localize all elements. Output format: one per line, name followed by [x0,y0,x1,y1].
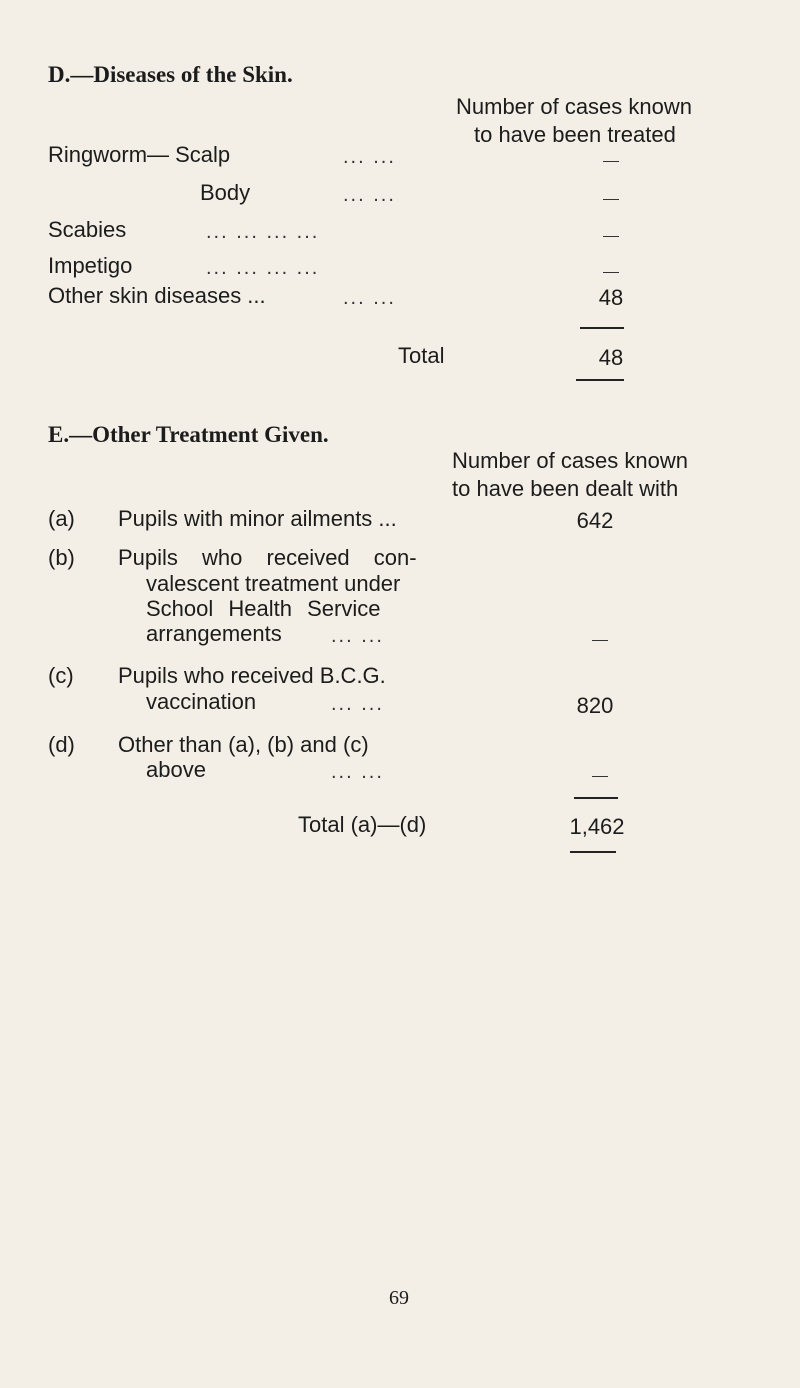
row-b-line4: arrangements [146,621,282,646]
section-d-total-value: 48 [598,345,624,370]
nil-dash [592,640,608,641]
row-d-line1: Other than (a), (b) and (c) [118,732,369,757]
row-b-line2: valescent treatment under [146,571,401,596]
row-ringworm-scalp-dots: ... ... [343,146,396,168]
row-a-value: 642 [576,508,614,533]
row-ringworm-body-value [551,180,671,206]
row-d-dots: ... ... [331,761,384,783]
row-c-value: 820 [576,693,614,718]
total-rule-bottom [576,379,624,381]
page-number: 69 [389,1287,409,1309]
section-d-total-label: Total [398,343,445,368]
total-rule-top [574,797,618,799]
nil-dash [603,236,619,237]
row-impetigo-dots: ... ... ... ... [206,257,320,279]
section-d-heading: D.—Diseases of the Skin. [48,62,293,87]
row-d-value [540,757,660,783]
row-b-value [540,621,660,647]
row-b-line3: School Health Service [146,596,381,621]
nil-dash [603,161,619,162]
section-e-total-value: 1,462 [569,814,625,839]
nil-dash [603,272,619,273]
section-d-column-header-line1: Number of cases known [456,94,692,119]
row-ringworm-scalp-label: Ringworm— Scalp [48,142,231,167]
row-d-line2: above [146,757,206,782]
row-ringworm-body-dots: ... ... [343,184,396,206]
row-other-skin-dots: ... ... [343,287,396,309]
row-impetigo-label: Impetigo [48,253,133,278]
section-e-total-label: Total (a)—(d) [298,812,427,837]
row-c-dots: ... ... [331,693,384,715]
row-scabies-value [551,217,671,243]
row-a-line1: Pupils with minor ailments ... [118,506,397,531]
row-b-marker: (b) [48,545,75,570]
row-ringworm-scalp-value [551,142,671,168]
row-scabies-label: Scabies [48,217,127,242]
row-c-marker: (c) [48,663,74,688]
row-b-dots: ... ... [331,625,384,647]
row-b-line1: Pupils who received con- [118,545,417,570]
row-impetigo-value [551,253,671,279]
row-other-skin-label: Other skin diseases ... [48,283,266,308]
nil-dash [592,776,608,777]
row-other-skin-value: 48 [598,285,624,310]
row-ringworm-body-label: Body [200,180,251,205]
row-d-marker: (d) [48,732,75,757]
nil-dash [603,199,619,200]
row-c-line2: vaccination [146,689,257,714]
section-e-column-header-line1: Number of cases known [452,448,688,473]
section-d-column-header-line2: to have been treated [474,122,676,147]
row-a-marker: (a) [48,506,75,531]
section-e-column-header-line2: to have been dealt with [452,476,679,501]
row-c-line1: Pupils who received B.C.G. [118,663,386,688]
total-rule-bottom [570,851,616,853]
row-scabies-dots: ... ... ... ... [206,221,320,243]
section-e-heading: E.—Other Treatment Given. [48,422,329,447]
total-rule-top [580,327,624,329]
